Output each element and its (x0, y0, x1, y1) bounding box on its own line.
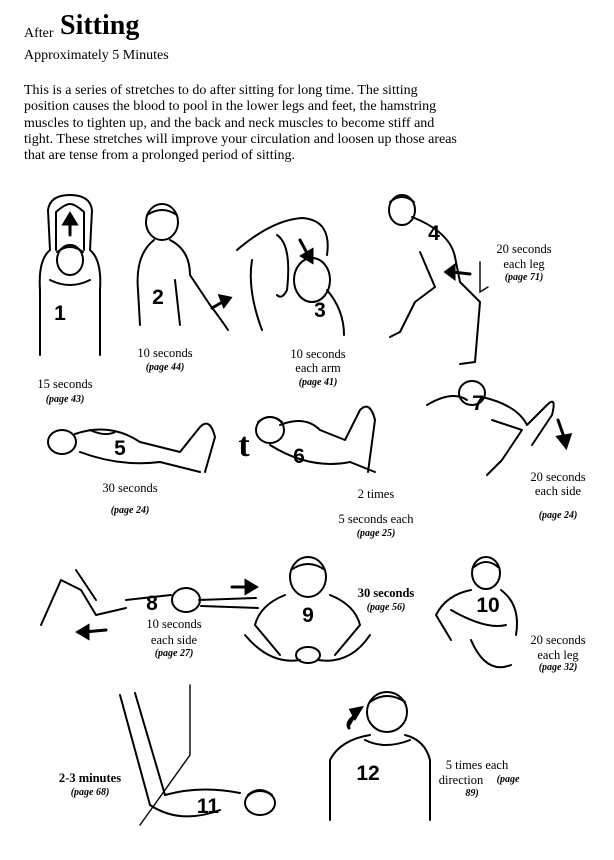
stretch-4-illustration (380, 192, 490, 370)
stretch-1-number: 1 (54, 302, 66, 325)
stretch-1-page: (page 43) (45, 394, 85, 405)
stretch-10-number: 10 (476, 594, 500, 617)
stretch-8-duration-1: 10 seconds (146, 617, 202, 631)
page-title: Sitting (60, 10, 140, 41)
stretch-8-page: (page 27) (154, 648, 194, 659)
stretch-6-number: 6 (293, 445, 305, 468)
stretch-2-illustration (130, 200, 240, 340)
stretch-8-number: 8 (146, 592, 158, 615)
stretch-12-duration-1: 5 times each (445, 758, 509, 772)
stretch-2-duration: 10 seconds (137, 346, 193, 360)
stretch-12-illustration (325, 690, 435, 830)
stretch-4-page: (page 71) (504, 272, 544, 283)
stretch-6-duration-1: 2 times (357, 487, 395, 501)
stretch-3-page: (page 41) (298, 377, 338, 388)
stretch-11-number: 11 (196, 795, 220, 818)
stretch-7-duration-1: 20 seconds (530, 470, 586, 484)
stretch-10-duration-1: 20 seconds (530, 633, 586, 647)
intro-paragraph: This is a series of stretches to do after sitting for long time. The sitting position causes the blood to pool in the lower legs and feet, the hamstring muscles to tighten up, and the back and neck muscles to become stiff and tight. These stretches will improve your circulation and loosen up those areas that are tense from a prolonged period of sitting. (24, 83, 457, 164)
stretch-7-number: 7 (472, 392, 484, 415)
stretch-9-page: (page 56) (366, 602, 406, 613)
stretch-3-duration-1: 10 seconds (290, 347, 346, 361)
stretch-9-number: 9 (302, 604, 314, 627)
stretch-2-page: (page 44) (145, 362, 185, 373)
stretch-7-illustration (422, 375, 582, 480)
stretch-7-page: (page 24) (538, 510, 578, 521)
stretch-11-page: (page 68) (70, 787, 110, 798)
stretch-6-page: (page 25) (356, 528, 396, 539)
stretch-4-duration-2: each leg (503, 257, 545, 271)
stretch-10-duration-2: each leg (537, 648, 579, 662)
stretch-5-duration: 30 seconds (102, 481, 158, 495)
stretch-10-page: (page 32) (538, 662, 578, 673)
page-subtitle: Approximately 5 Minutes (24, 48, 169, 63)
stretch-12-page-2: 89) (465, 788, 479, 799)
stretch-1-duration: 15 seconds (37, 377, 93, 391)
stretch-8-duration-2: each side (150, 633, 198, 647)
stretch-1-illustration (20, 190, 120, 360)
stretch-5-page: (page 24) (110, 505, 150, 516)
stretch-4-duration-1: 20 seconds (496, 242, 552, 256)
stretch-7-duration-2: each side (534, 484, 582, 498)
stretch-3-duration-2: each arm (295, 361, 341, 375)
stretch-12-page: (page (496, 774, 520, 785)
title-prefix: After (24, 26, 54, 41)
stretch-4-number: 4 (428, 222, 440, 245)
stretch-6-duration-2: 5 seconds each (338, 512, 414, 526)
stretch-6-prefix: t (238, 427, 250, 464)
stretch-3-illustration (232, 200, 352, 340)
stretch-2-number: 2 (152, 286, 164, 309)
stretch-9-duration: 30 seconds (357, 586, 415, 600)
stretch-3-number: 3 (314, 299, 326, 322)
stretch-11-duration: 2-3 minutes (58, 771, 122, 785)
stretch-12-number: 12 (356, 762, 380, 785)
stretch-5-number: 5 (114, 437, 126, 460)
stretch-6-illustration (250, 400, 390, 480)
stretch-12-duration-2: direction (438, 773, 484, 787)
